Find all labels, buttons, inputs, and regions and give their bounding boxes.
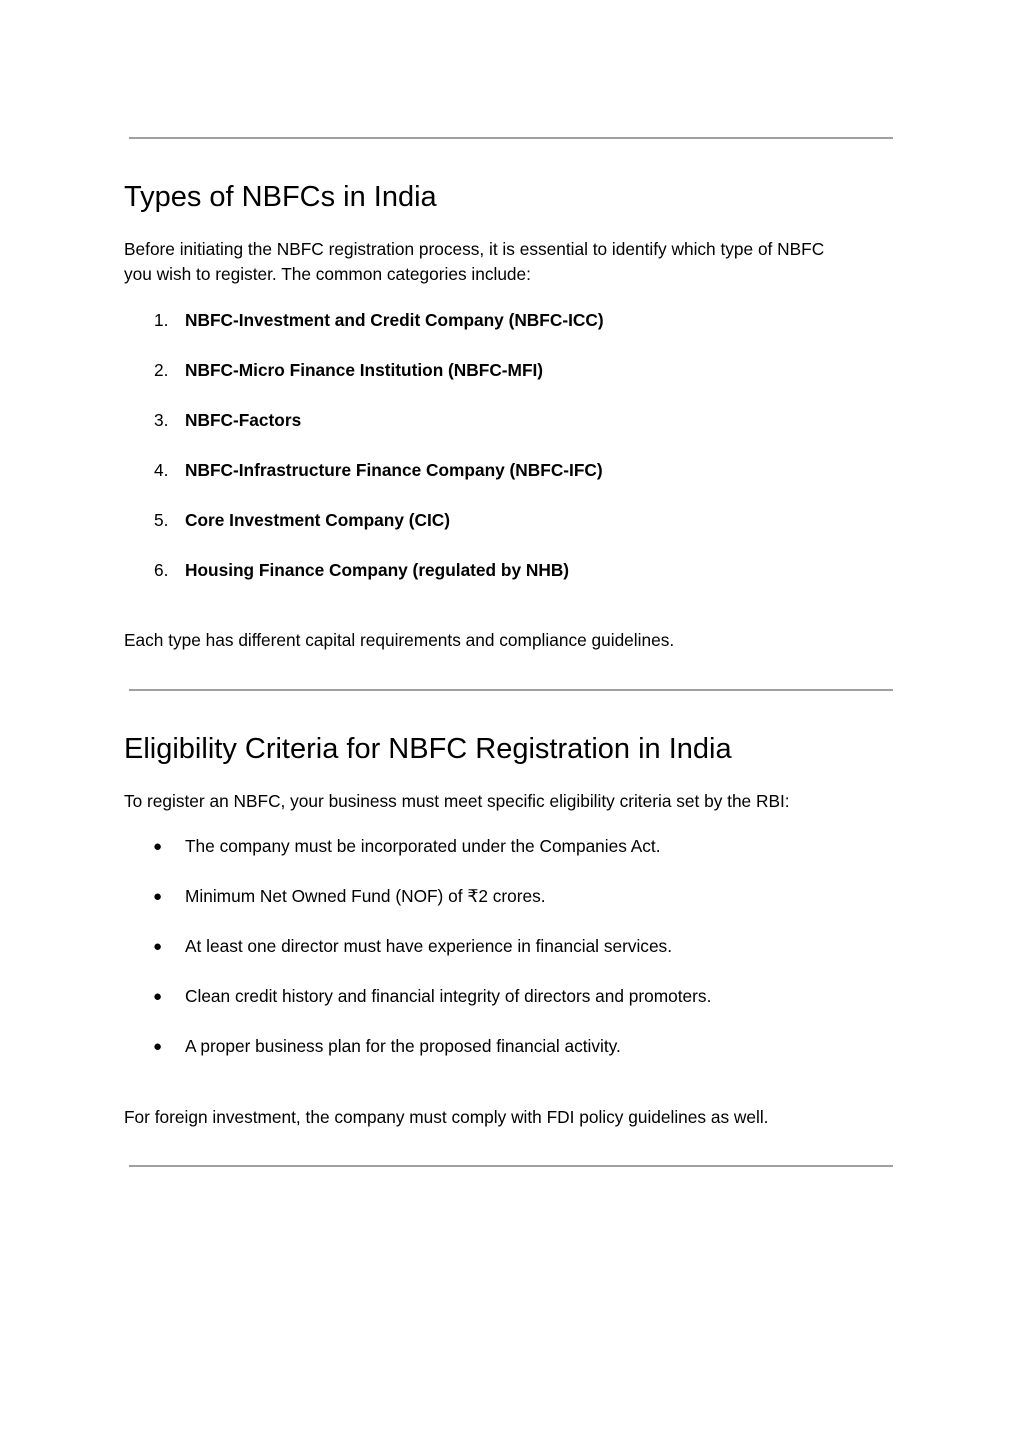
list-item-text: NBFC-Infrastructure Finance Company (NBFC-IFC): [185, 460, 603, 480]
list-item-text: Clean credit history and financial integrity of directors and promoters.: [185, 986, 712, 1006]
bullet-icon: ●: [153, 988, 163, 1005]
list-item-text: NBFC-Factors: [185, 410, 302, 430]
intro-paragraph: [124, 237, 904, 287]
bullet-icon: ●: [153, 838, 163, 855]
list-number: 5.: [154, 510, 169, 530]
list-item-text: Core Investment Company (CIC): [185, 510, 451, 530]
list-item-text: The company must be incorporated under the Companies Act.: [185, 836, 661, 856]
list-item-text: NBFC-Investment and Credit Company (NBFC-ICC): [185, 310, 604, 330]
list-item-text: A proper business plan for the proposed financial activity.: [185, 1036, 621, 1056]
bullet-icon: ●: [153, 938, 163, 955]
list-number: 2.: [154, 360, 169, 380]
section-heading-types: Types of NBFCs in India: [124, 181, 437, 213]
horizontal-rule: [129, 137, 893, 139]
bullet-icon: ●: [153, 1038, 163, 1055]
horizontal-rule: [129, 689, 893, 691]
eligibility-intro-paragraph: To register an NBFC, your business must meet specific eligibility criteria set by the RBI:: [124, 791, 790, 811]
intro-line-2: you wish to register. The common categories include:: [124, 264, 531, 284]
intro-line-1: Before initiating the NBFC registration process, it is essential to identify which type of NBFC: [124, 239, 825, 259]
list-item-text: At least one director must have experience in financial services.: [185, 936, 672, 956]
list-item-text: NBFC-Micro Finance Institution (NBFC-MFI): [185, 360, 544, 380]
bullet-icon: ●: [153, 888, 163, 905]
list-number: 3.: [154, 410, 169, 430]
list-number: 4.: [154, 460, 169, 480]
types-closing-paragraph: Each type has different capital requirements and compliance guidelines.: [124, 630, 675, 650]
fdi-closing-paragraph: For foreign investment, the company must comply with FDI policy guidelines as well.: [124, 1107, 769, 1127]
section-heading-eligibility: Eligibility Criteria for NBFC Registration in India: [124, 733, 732, 765]
horizontal-rule: [129, 1165, 893, 1167]
list-item-text: Housing Finance Company (regulated by NHB): [185, 560, 570, 580]
list-number: 1.: [154, 310, 169, 330]
list-number: 6.: [154, 560, 169, 580]
list-item-text: Minimum Net Owned Fund (NOF) of ₹2 crores.: [185, 886, 546, 906]
